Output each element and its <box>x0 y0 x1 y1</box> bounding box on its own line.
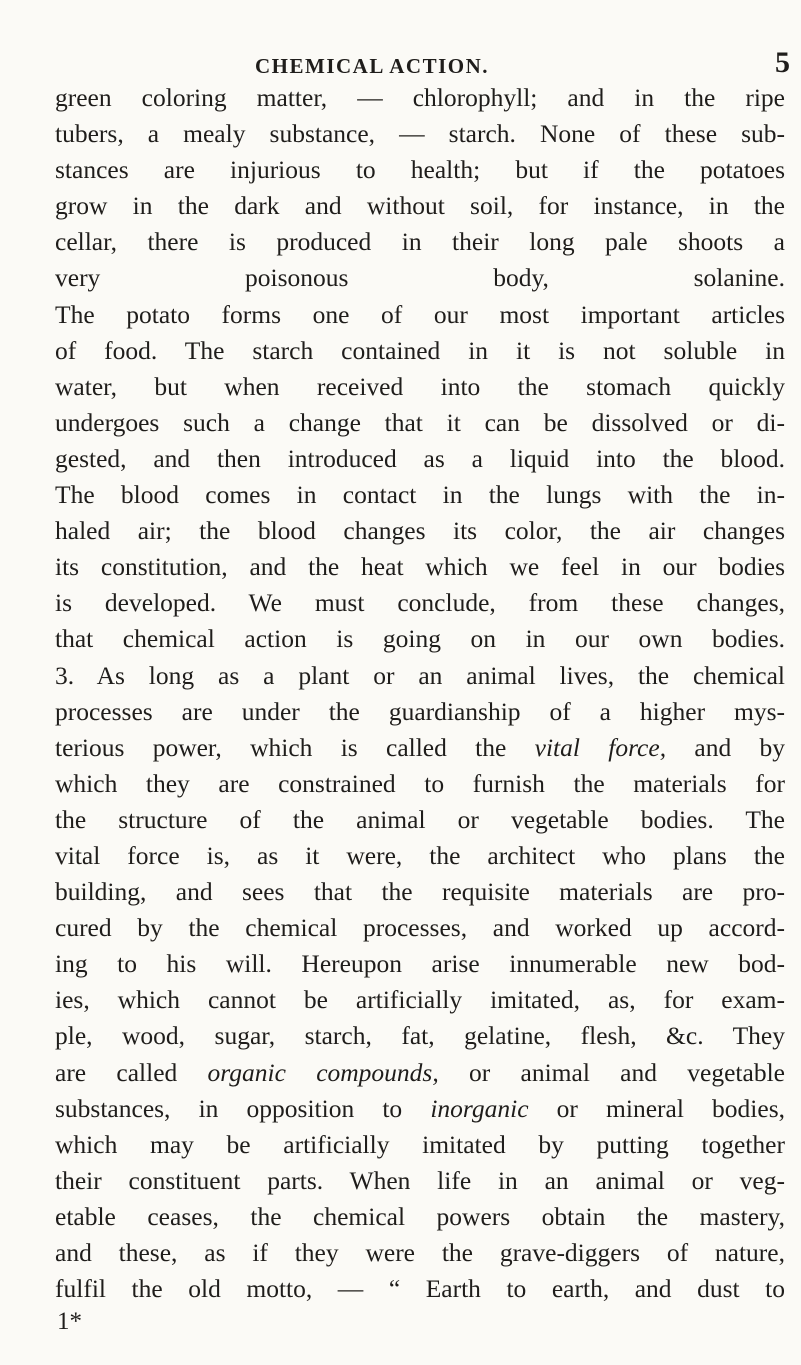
text-line <box>55 369 785 405</box>
text-span: is developed. We must conclude, from these changes, <box>55 588 785 618</box>
text-span: or animal and vegetable <box>438 1057 785 1087</box>
text-span: which may be artificially imitated by putting together <box>55 1129 785 1159</box>
text-span: its constitution, and the heat which we feel in our bodies <box>55 552 785 582</box>
text-span: their constituent parts. When life in an animal or veg- <box>55 1165 785 1195</box>
text-span: ies, which cannot be artificially imitated, as, for exam- <box>55 985 785 1015</box>
page-header <box>0 46 801 82</box>
text-line <box>55 1091 785 1127</box>
text-line <box>55 658 785 694</box>
text-span: gested, and then introduced as a liquid into the blood. <box>55 443 785 473</box>
text-span: stances are injurious to health; but if the potatoes <box>55 155 785 185</box>
text-span: fulfil the old motto, — “ Earth to earth, and dust to <box>55 1274 785 1304</box>
text-span: of food. The starch contained in it is not soluble in <box>55 335 785 365</box>
text-line <box>55 585 785 621</box>
text-line <box>55 1055 785 1091</box>
text-line <box>55 333 785 369</box>
text-line <box>55 477 785 513</box>
page-number: 5 <box>775 46 790 79</box>
text-span: or mineral bodies, <box>528 1093 785 1123</box>
signature-mark: 1* <box>57 1308 82 1335</box>
italic-term: vital force, <box>534 732 667 762</box>
text-span: and by <box>666 732 785 762</box>
text-span: cellar, there is produced in their long pale shoots a <box>55 227 785 257</box>
text-line <box>55 1235 785 1271</box>
text-line <box>55 80 785 116</box>
text-line <box>55 513 785 549</box>
text-line <box>55 1199 785 1235</box>
text-span: 3. As long as a plant or an animal lives, the chemical <box>55 660 785 690</box>
body-text <box>55 80 785 1307</box>
text-span: which they are constrained to furnish the materials for <box>55 768 785 798</box>
text-span: cured by the chemical processes, and worked up accord- <box>55 913 785 943</box>
text-line <box>55 224 785 260</box>
text-span: water, but when received into the stomach quickly <box>55 371 785 401</box>
text-line <box>55 1271 785 1307</box>
running-title: CHEMICAL ACTION. <box>255 54 490 78</box>
text-span: processes are under the guardianship of a higher mys- <box>55 696 785 726</box>
text-line <box>55 441 785 477</box>
text-span: terious power, which is called the <box>55 732 535 762</box>
text-span: etable ceases, the chemical powers obtain the mastery, <box>55 1201 785 1231</box>
text-line <box>55 730 785 766</box>
text-line <box>55 946 785 982</box>
text-line <box>55 405 785 441</box>
text-line <box>55 116 785 152</box>
text-span: the structure of the animal or vegetable bodies. The <box>55 804 785 834</box>
text-line <box>55 549 785 585</box>
text-line <box>55 982 785 1018</box>
text-line <box>55 1018 785 1054</box>
text-line <box>55 874 785 910</box>
text-line <box>55 297 785 333</box>
text-line <box>55 260 785 296</box>
text-span: and these, as if they were the grave-diggers of nature, <box>55 1238 785 1267</box>
text-span: green coloring matter, — chlorophyll; and in the ripe <box>55 83 785 112</box>
text-line <box>55 188 785 224</box>
text-span: The blood comes in contact in the lungs with the in- <box>55 480 785 510</box>
text-line <box>55 910 785 946</box>
text-line <box>55 838 785 874</box>
text-span: ple, wood, sugar, starch, fat, gelatine, flesh, &c. They <box>55 1021 785 1051</box>
text-line <box>55 694 785 730</box>
text-span: very poisonous body, solanine. <box>55 263 785 293</box>
text-span: substances, in opposition to <box>55 1093 431 1123</box>
text-line <box>55 621 785 657</box>
text-span: grow in the dark and without soil, for instance, in the <box>55 191 785 221</box>
text-span: ing to his will. Hereupon arise innumerable new bod- <box>55 949 785 979</box>
text-span: vital force is, as it were, the architect who plans the <box>55 840 785 870</box>
italic-term: inorganic <box>430 1093 529 1123</box>
text-span: undergoes such a change that it can be dissolved or di- <box>55 407 785 437</box>
text-span: building, and sees that the requisite materials are pro- <box>55 877 785 907</box>
text-span: haled air; the blood changes its color, the air changes <box>55 516 785 546</box>
text-line <box>55 1127 785 1163</box>
text-span: that chemical action is going on in our own bodies. <box>55 624 785 654</box>
text-line <box>55 152 785 188</box>
text-span: tubers, a mealy substance, — starch. None of these sub- <box>55 119 785 149</box>
text-line <box>55 802 785 838</box>
text-span: are called <box>55 1057 208 1087</box>
text-line <box>55 766 785 802</box>
italic-term: organic compounds, <box>207 1057 439 1087</box>
text-span: The potato forms one of our most important articles <box>55 299 785 329</box>
text-line <box>55 1163 785 1199</box>
